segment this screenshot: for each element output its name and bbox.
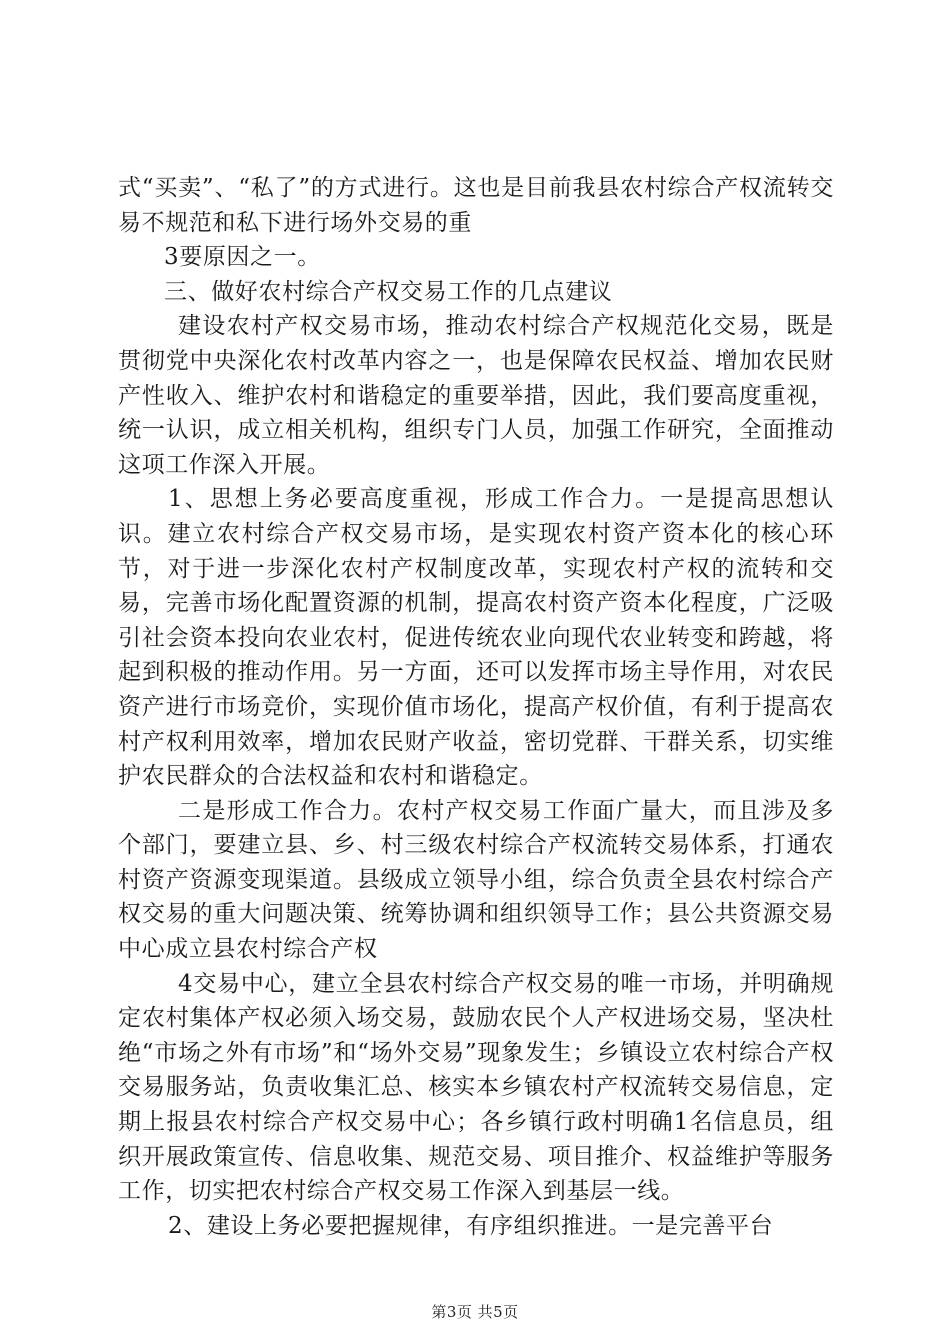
paragraph-point-1: 1、思想上务必要高度重视，形成工作合力。一是提高思想认识。建立农村综合产权交易市场，是实现农村资产资本化的核心环节，对于进一步深化农村产权制度改革，实现农村产权的流转和交易，完善市场化配置资源的机制，提高农村资产资本化程度，广泛吸引社会资本投向农业农村，促进传统农业向现代农业转变和跨越，将起到积极的推动作用。另一方面，还可以发挥市场主导作用，对农民资产进行市场竞价，实现价值市场化，提高产权价值，有利于提高农村产权利用效率，增加农民财产收益，密切党群、干群关系，切实维护农民群众的合法权益和农村和谐稳定。 bbox=[118, 486, 834, 790]
section-heading: 三、做好农村综合产权交易工作的几点建议 bbox=[164, 278, 613, 305]
paragraph-point-1-second: 二是形成工作合力。农村产权交易工作面广量大，而且涉及多个部门，要建立县、乡、村三级农村综合产权流转交易体系，打通农村资产资源变现渠道。县级成立领导小组，综合负责全县农村综合产权交易的重大问题决策、统筹协调和组织领导工作；县公共资源交易中心成立县农村综合产权 bbox=[118, 797, 834, 963]
document-body bbox=[118, 171, 834, 1243]
paragraph-intro: 建设农村产权交易市场，推动农村综合产权规范化交易，既是贯彻党中央深化农村改革内容之一，也是保障农民权益、增加农民财产性收入、维护农村和谐稳定的重要举措，因此，我们要高度重视，统一认识，成立相关机构，组织专门人员，加强工作研究，全面推动这项工作深入开展。 bbox=[118, 313, 834, 478]
paragraph-page-marker-4: 4交易中心，建立全县农村综合产权交易的唯一市场，并明确规定农村集体产权必须入场交易，鼓励农民个人产权进场交易，坚决杜绝“市场之外有市场”和“场外交易”现象发生；乡镇设立农村综合产权交易服务站，负责收集汇总、核实本乡镇农村产权流转交易信息，定期上报县农村综合产权交易中心；各乡镇行政村明确1名信息员，组织开展政策宣传、信息收集、规范交易、项目推介、权益维护等服务工作，切实把农村综合产权交易工作深入到基层一线。 bbox=[118, 970, 834, 1205]
page-footer: 第3页 共5页 bbox=[431, 1303, 519, 1321]
paragraph-point-2: 2、建设上务必要把握规律，有序组织推进。一是完善平台 bbox=[168, 1212, 774, 1239]
paragraph-page-marker-3: 3要原因之一。 bbox=[164, 244, 321, 271]
paragraph-continuation: 式“买卖”、“私了”的方式进行。这也是目前我县农村综合产权流转交易不规范和私下进行场外交易的重 bbox=[118, 175, 834, 236]
